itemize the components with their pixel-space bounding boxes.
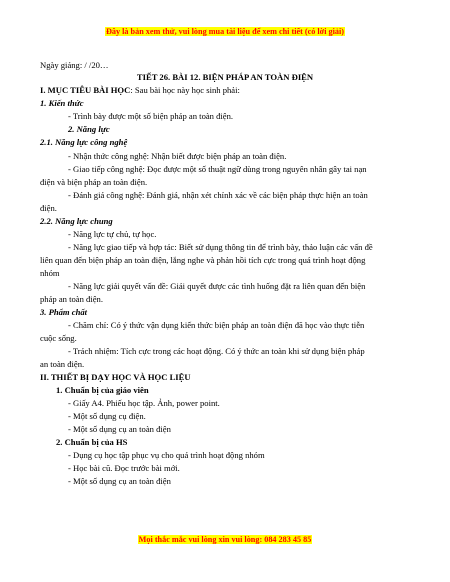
text-line: an toàn điện. bbox=[40, 359, 85, 369]
text-line: cuộc sống. bbox=[40, 333, 77, 343]
text-line: - Giao tiếp công nghệ: Đọc được một số thuật ngữ dùng trong nguyên nhân gây tai nạn bbox=[68, 164, 367, 174]
section-1-heading-label: I. MỤC TIÊU BÀI HỌC bbox=[40, 85, 131, 95]
preview-banner: Đây là bản xem thử, vui lòng mua tài liệu để xem chi tiết (có lời giải) bbox=[105, 27, 344, 36]
section-1-heading bbox=[40, 85, 240, 96]
contact-banner: Mọi thắc mắc vui lòng xin vui lòng: 084 283 45 85 bbox=[138, 535, 312, 544]
section-1-heading-rest: : Sau bài học này học sinh phải: bbox=[130, 85, 240, 95]
date-line: Ngày giảng: / /20… bbox=[40, 60, 109, 70]
heading-chuan-bi-hs: 2. Chuẩn bị của HS bbox=[56, 437, 128, 447]
text-line: pháp an toàn điện. bbox=[40, 294, 104, 304]
text-line: - Năng lực tự chủ, tự học. bbox=[68, 229, 157, 239]
text-line: - Đánh giá công nghệ: Đánh giá, nhận xét chính xác về các biện pháp thực hiện an toàn bbox=[68, 190, 368, 200]
text-line: nhóm bbox=[40, 268, 60, 278]
text-line: - Giấy A4. Phiếu học tập. Ảnh, power point. bbox=[68, 398, 220, 408]
text-line: - Năng lực giải quyết vấn đề: Giải quyết được các tình huống đặt ra liên quan đến biện bbox=[68, 281, 366, 291]
text-line: - Dụng cụ học tập phục vụ cho quá trình hoạt động nhóm bbox=[68, 450, 265, 460]
section-2-heading: II. THIẾT BỊ DẠY HỌC VÀ HỌC LIỆU bbox=[40, 372, 191, 382]
text-line: - Năng lực giao tiếp và hợp tác: Biết sử dụng thông tin để trình bày, thảo luận các vấn đề bbox=[68, 242, 373, 252]
text-line: - Học bài cũ. Đọc trước bài mới. bbox=[68, 463, 180, 473]
heading-nang-luc-chung: 2.2. Năng lực chung bbox=[40, 216, 113, 226]
text-line: - Nhận thức công nghệ: Nhận biết được biện pháp an toàn điện. bbox=[68, 151, 287, 161]
text-line: điện và biện pháp an toàn điện. bbox=[40, 177, 148, 187]
text-line: - Trách nhiệm: Tích cực trong các hoạt động. Có ý thức an toàn khi sử dụng biện pháp bbox=[68, 346, 365, 356]
heading-kien-thuc: 1. Kiến thức bbox=[40, 98, 84, 108]
heading-nang-luc: 2. Năng lực bbox=[68, 124, 110, 134]
heading-pham-chat: 3. Phẩm chất bbox=[40, 307, 88, 317]
text-line: điện. bbox=[40, 203, 57, 213]
text-line: liên quan đến biện pháp an toàn điện, lắng nghe và phản hồi tích cực trong quá trình hoạt động bbox=[40, 255, 366, 265]
text-line: - Trình bày được một số biện pháp an toàn điện. bbox=[68, 111, 234, 121]
text-line: - Một số dụng cụ an toàn điện bbox=[68, 424, 171, 434]
heading-chuan-bi-gv: 1. Chuẩn bị của giáo viên bbox=[56, 385, 149, 395]
page-title: TIẾT 26. BÀI 12. BIỆN PHÁP AN TOÀN ĐIỆN bbox=[136, 72, 314, 82]
text-line: - Một số dụng cụ điện. bbox=[68, 411, 146, 421]
text-line: - Một số dụng cụ an toàn điện bbox=[68, 476, 171, 486]
heading-nang-luc-cong-nghe: 2.1. Năng lực công nghệ bbox=[40, 137, 128, 147]
text-line: - Chăm chỉ: Có ý thức vận dụng kiến thức biện pháp an toàn điện đã học vào thực tiễn bbox=[68, 320, 365, 330]
